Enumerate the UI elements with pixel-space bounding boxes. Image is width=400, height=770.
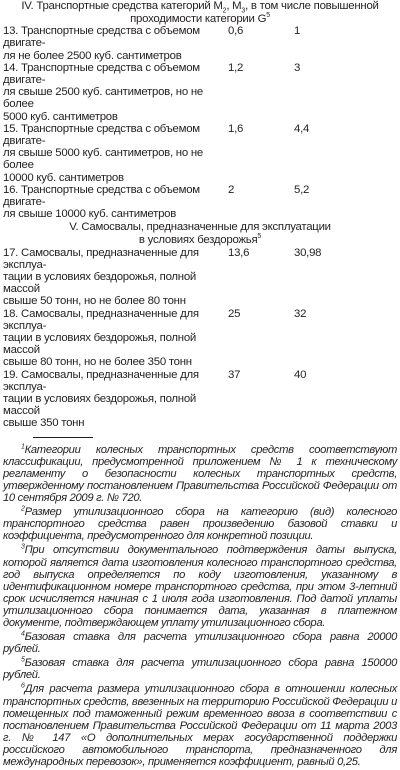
footnote	[3, 631, 397, 655]
description-line: 16. Транспортные средства с объемом двигате-	[3, 183, 200, 209]
description-line: 5000 куб. сантиметров	[3, 110, 118, 123]
section-4-heading	[3, 0, 397, 25]
coefficient-value: 3	[294, 61, 301, 74]
section-4-heading-line: IV. Транспортные средства категорий $М_2$, $М_3$, в том числе повышенной	[21, 0, 379, 15]
footnote-text: При отсутствии документального подтверждения даты выпуска, которой является дата изготовления колесного транспортного средства, год выпуска определяется по коду изготовления, указанному в идентификационном номере транспортного средства, при этом 3-летний срок исчисляется начиная с 1 июля года изготовления. Под датой уплаты утилизационного сбора понимается дата, указанная в платежном документе, подтверждающем уплату утилизационного сбора.	[3, 544, 397, 629]
base-rate-value: 25	[228, 307, 241, 320]
section-5-table	[3, 247, 397, 430]
footnote-marker: 5	[21, 656, 25, 664]
footnote	[3, 683, 397, 768]
section-5-heading-line: в условиях бездорожья$^5$	[138, 233, 262, 247]
footnote-text: Для расчета размера утилизационного сбора в отношении колесных транспортных средств, ввезенных на территорию Российской Федерации и помещенных под таможенный режим временного ввоза в соответствии с постановлением Правительства Российской Федерации от 11 марта 2003 г. № 147 «О дополнительных мерах государственной поддержки российского автомобильного транспорта, предназначенного для международных перевозок», применяется коэффициент, равный 0,25.	[3, 683, 397, 769]
description-line: тации в условиях бездорожья, полной массой	[3, 271, 197, 296]
vehicle-description	[3, 369, 225, 430]
vehicle-description	[3, 184, 225, 221]
footnote-divider	[33, 437, 93, 438]
description-line: ля свыше 2500 куб. сантиметров, но не более	[3, 86, 203, 111]
footnote-text: Категории колесных транспортных средств соответствуют классификации, предусмотренной приложением № 1 к техническому регламенту о безопасности колесных транспортных средств, утвержденному постановлением Правительства Российской Федерации от 10 сентября 2009 г. № 720.	[3, 443, 397, 505]
description-line: 14. Транспортные средства с объемом двигате-	[3, 61, 200, 86]
base-rate-value: 1,6	[228, 122, 244, 135]
table-row	[3, 123, 397, 184]
section-4-heading-line: проходимости категории $G^5$	[130, 11, 270, 25]
footnote	[3, 657, 397, 681]
description-line: ля свыше 10000 куб. сантиметров	[3, 208, 177, 221]
footnote-marker: 3	[21, 543, 25, 551]
footnote-marker: 4	[21, 630, 25, 638]
footnote	[3, 544, 397, 629]
section-5-heading-line: V. Самосвалы, предназначенные для эксплуатации	[69, 221, 331, 234]
base-rate-value: 37	[228, 368, 241, 381]
base-rate-value: 0,6	[228, 25, 244, 38]
description-line: свыше 50 тонн, но не более 80 тонн	[3, 295, 186, 308]
document-page	[3, 0, 397, 770]
coefficient-value: 40	[294, 368, 307, 381]
description-line: свыше 80 тонн, но не более 350 тонн	[3, 356, 192, 369]
coefficient-value: 1	[294, 25, 301, 38]
footnote-text: Размер утилизационного сбора на категорию (вид) колесного транспортного средства равен произведению базовой ставки и коэффициента, предусмотренного для конкретной позиции.	[3, 506, 397, 543]
table-row	[3, 184, 397, 221]
coefficient-value: 5,2	[294, 183, 310, 196]
coefficient-value: 32	[294, 307, 307, 320]
footnotes	[3, 444, 397, 768]
section-5-heading	[3, 221, 397, 246]
table-row	[3, 25, 397, 62]
description-line: 10000 куб. сантиметров	[3, 171, 124, 184]
footnote-text: Базовая ставка для расчета утилизационного сбора равна 150000 рублей.	[3, 657, 397, 682]
table-row	[3, 369, 397, 430]
vehicle-description	[3, 25, 225, 62]
description-line: свыше 350 тонн	[3, 417, 85, 430]
coefficient-value: 4,4	[294, 122, 310, 135]
description-line: ля не более 2500 куб. сантиметров	[3, 49, 182, 62]
footnote-marker: 2	[21, 505, 25, 513]
table-row	[3, 247, 397, 308]
description-line: 13. Транспортные средства с объемом двигате-	[3, 25, 200, 50]
footnote	[3, 506, 397, 542]
section-4-table	[3, 25, 397, 220]
coefficient-value: 30,98	[294, 246, 322, 259]
description-line: тации в условиях бездорожья, полной массой	[3, 332, 197, 357]
vehicle-description	[3, 62, 225, 123]
footnote-text: Базовая ставка для расчета утилизационного сбора равна 20000 рублей.	[3, 631, 397, 656]
description-line: 15. Транспортные средства с объемом двигате-	[3, 122, 200, 148]
table-row	[3, 308, 397, 369]
footnote	[3, 444, 397, 504]
description-line: 18. Самосвалы, предназначенные для эксплуа-	[3, 307, 199, 332]
description-line: тации в условиях бездорожья, полной массой	[3, 393, 197, 418]
description-line: 19. Самосвалы, предназначенные для эксплуа-	[3, 368, 199, 393]
vehicle-description	[3, 123, 225, 184]
description-line: ля свыше 5000 куб. сантиметров, но не более	[3, 147, 203, 172]
footnote-marker: 1	[21, 442, 25, 450]
footnote-marker: 6	[21, 682, 25, 690]
base-rate-value: 13,6	[228, 246, 250, 259]
base-rate-value: 2	[228, 183, 235, 196]
vehicle-description	[3, 247, 225, 308]
table-row	[3, 62, 397, 123]
description-line: 17. Самосвалы, предназначенные для эксплуа-	[3, 246, 199, 271]
base-rate-value: 1,2	[228, 61, 244, 74]
vehicle-description	[3, 308, 225, 369]
